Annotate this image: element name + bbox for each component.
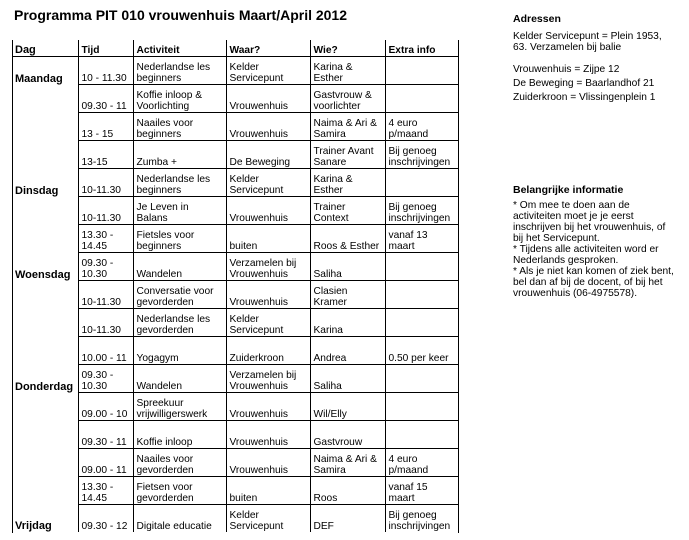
day-cell <box>12 113 78 141</box>
table-row <box>12 281 458 309</box>
header-activiteit: Activiteit <box>133 40 226 57</box>
tijd-cell: 10-11.30 <box>78 309 133 337</box>
extra-info-cell <box>385 57 458 85</box>
wie-cell: Wil/Elly <box>310 393 385 421</box>
adres-line: De Beweging = Baarlandhof 21 <box>513 78 655 89</box>
day-cell <box>12 337 78 365</box>
header-tijd: Tijd <box>78 40 133 57</box>
extra-info-cell: 4 euro p/maand <box>385 449 458 477</box>
table-row <box>12 505 458 533</box>
adressen-title: Adressen <box>513 13 561 25</box>
day-cell <box>12 309 78 337</box>
wie-cell: DEF <box>310 505 385 533</box>
activiteit-cell: Conversatie voor gevorderden <box>133 281 226 309</box>
waar-cell: Kelder Servicepunt <box>226 505 310 533</box>
wie-cell: Roos <box>310 477 385 505</box>
info-section <box>513 185 677 299</box>
wie-cell: Saliha <box>310 253 385 281</box>
tijd-cell: 10 - 11.30 <box>78 57 133 85</box>
wie-cell: Karina & Esther <box>310 57 385 85</box>
adres-line: Vrouwenhuis = Zijpe 12 <box>513 64 620 75</box>
table-left-border <box>12 40 13 533</box>
waar-cell: Vrouwenhuis <box>226 113 310 141</box>
waar-cell: Kelder Servicepunt <box>226 309 310 337</box>
tijd-cell: 09.30 - 11 <box>78 421 133 449</box>
table-row <box>12 477 458 505</box>
activiteit-cell: Wandelen <box>133 365 226 393</box>
day-cell <box>12 281 78 309</box>
extra-info-cell <box>385 85 458 113</box>
table-row <box>12 421 458 449</box>
tijd-cell: 10-11.30 <box>78 197 133 225</box>
wie-cell: Trainer Context <box>310 197 385 225</box>
tijd-cell: 09.30 - 10.30 <box>78 365 133 393</box>
waar-cell: Vrouwenhuis <box>226 449 310 477</box>
extra-info-cell <box>385 393 458 421</box>
extra-info-cell <box>385 281 458 309</box>
wie-cell: Karina <box>310 309 385 337</box>
table-row <box>12 141 458 169</box>
table-row <box>12 253 458 281</box>
wie-cell: Gastvrouw <box>310 421 385 449</box>
waar-cell: De Beweging <box>226 141 310 169</box>
day-cell: Vrijdag <box>15 520 52 532</box>
waar-cell: buiten <box>226 477 310 505</box>
wie-cell: Andrea <box>310 337 385 365</box>
wie-cell: Naima & Ari & Samira <box>310 449 385 477</box>
table-row <box>12 169 458 197</box>
day-cell: Woensdag <box>15 268 71 281</box>
info-line: * Tijdens alle activiteiten word er Nederlands gesproken. <box>513 244 659 266</box>
extra-info-cell: Bij genoeg inschrijvingen <box>385 197 458 225</box>
tijd-cell: 09.30 - 12 <box>78 505 133 533</box>
tijd-cell: 10-11.30 <box>78 169 133 197</box>
tijd-cell: 13-15 <box>78 141 133 169</box>
activiteit-cell: Fietsen voor gevorderden <box>133 477 226 505</box>
wie-cell: Roos & Esther <box>310 225 385 253</box>
table-right-border <box>458 40 459 533</box>
table-row <box>12 309 458 337</box>
waar-cell: Vrouwenhuis <box>226 281 310 309</box>
day-cell <box>12 393 78 421</box>
table-header-row <box>12 40 458 57</box>
header-dag: Dag <box>12 40 78 57</box>
adres-line: Kelder Servicepunt = Plein 1953, 63. Verzamelen bij balie <box>513 31 662 53</box>
table-row <box>12 365 458 393</box>
activiteit-cell: Zumba + <box>133 141 226 169</box>
waar-cell: Kelder Servicepunt <box>226 57 310 85</box>
page-title: Programma PIT 010 vrouwenhuis Maart/April 2012 <box>14 7 348 23</box>
day-cell: Maandag <box>15 72 63 85</box>
extra-info-cell <box>385 365 458 393</box>
activiteit-cell: Naailes voor gevorderden <box>133 449 226 477</box>
extra-info-cell <box>385 169 458 197</box>
day-cell <box>12 197 78 225</box>
waar-cell: Vrouwenhuis <box>226 421 310 449</box>
day-cell <box>12 421 78 449</box>
day-cell: Donderdag <box>15 380 74 393</box>
wie-cell: Saliha <box>310 365 385 393</box>
table-row <box>12 337 458 365</box>
day-cell <box>12 477 78 505</box>
table-row <box>12 225 458 253</box>
tijd-cell: 09.30 - 11 <box>78 85 133 113</box>
adres-line: Zuiderkroon = Vlissingenplein 1 <box>513 92 656 103</box>
activiteit-cell: Wandelen <box>133 253 226 281</box>
table-row <box>12 393 458 421</box>
activiteit-cell: Digitale educatie <box>133 505 226 533</box>
waar-cell: Verzamelen bij Vrouwenhuis <box>226 253 310 281</box>
extra-info-cell: vanaf 13 maart <box>385 225 458 253</box>
extra-info-cell: Bij genoeg inschrijvingen <box>385 141 458 169</box>
activiteit-cell: Spreekuur vrijwilligerswerk <box>133 393 226 421</box>
activiteit-cell: Koffie inloop <box>133 421 226 449</box>
waar-cell: Verzamelen bij Vrouwenhuis <box>226 365 310 393</box>
table-row <box>12 197 458 225</box>
waar-cell: Vrouwenhuis <box>226 85 310 113</box>
tijd-cell: 13.30 - 14.45 <box>78 225 133 253</box>
activiteit-cell: Nederlandse les beginners <box>133 57 226 85</box>
tijd-cell: 09.00 - 10 <box>78 393 133 421</box>
wie-cell: Gastvrouw & voorlichter <box>310 85 385 113</box>
activiteit-cell: Nederlandse les gevorderden <box>133 309 226 337</box>
info-title: Belangrijke informatie <box>513 184 624 196</box>
table-row <box>12 449 458 477</box>
day-cell <box>12 141 78 169</box>
info-line: * Om mee te doen aan de activiteiten moet je je eerst inschrijven bij het vrouwenhuis, of bij het Servicepunt. <box>513 200 666 244</box>
adressen-section <box>513 14 677 103</box>
day-cell <box>12 85 78 113</box>
waar-cell: buiten <box>226 225 310 253</box>
header-extra-info: Extra info <box>385 40 458 57</box>
extra-info-cell: 4 euro p/maand <box>385 113 458 141</box>
waar-cell: Vrouwenhuis <box>226 197 310 225</box>
day-cell <box>12 449 78 477</box>
activiteit-cell: Nederlandse les beginners <box>133 169 226 197</box>
tijd-cell: 13.30 - 14.45 <box>78 477 133 505</box>
waar-cell: Vrouwenhuis <box>226 393 310 421</box>
header-waar: Waar? <box>226 40 310 57</box>
activiteit-cell: Naailes voor beginners <box>133 113 226 141</box>
extra-info-cell <box>385 253 458 281</box>
wie-cell: Naima & Ari & Samira <box>310 113 385 141</box>
table-row <box>12 113 458 141</box>
wie-cell: Trainer Avant Sanare <box>310 141 385 169</box>
wie-cell: Clasien Kramer <box>310 281 385 309</box>
activiteit-cell: Je Leven in Balans <box>133 197 226 225</box>
waar-cell: Zuiderkroon <box>226 337 310 365</box>
table-row <box>12 85 458 113</box>
extra-info-cell: Bij genoeg inschrijvingen <box>385 505 458 533</box>
extra-info-cell <box>385 421 458 449</box>
day-cell <box>12 225 78 253</box>
tijd-cell: 13 - 15 <box>78 113 133 141</box>
waar-cell: Kelder Servicepunt <box>226 169 310 197</box>
info-line: * Als je niet kan komen of ziek bent, bel dan af bij de docent, of bij het vrouwenhuis (06-4975578). <box>513 266 674 299</box>
activiteit-cell: Fietsles voor beginners <box>133 225 226 253</box>
tijd-cell: 09.30 - 10.30 <box>78 253 133 281</box>
header-wie: Wie? <box>310 40 385 57</box>
table-row <box>12 57 458 85</box>
extra-info-cell: 0.50 per keer <box>385 337 458 365</box>
activiteit-cell: Koffie inloop & Voorlichting <box>133 85 226 113</box>
extra-info-cell: vanaf 15 maart <box>385 477 458 505</box>
programme-table <box>12 40 458 532</box>
extra-info-cell <box>385 309 458 337</box>
tijd-cell: 09.00 - 11 <box>78 449 133 477</box>
wie-cell: Karina & Esther <box>310 169 385 197</box>
day-cell: Dinsdag <box>15 184 59 197</box>
tijd-cell: 10-11.30 <box>78 281 133 309</box>
tijd-cell: 10.00 - 11 <box>78 337 133 365</box>
activiteit-cell: Yogagym <box>133 337 226 365</box>
